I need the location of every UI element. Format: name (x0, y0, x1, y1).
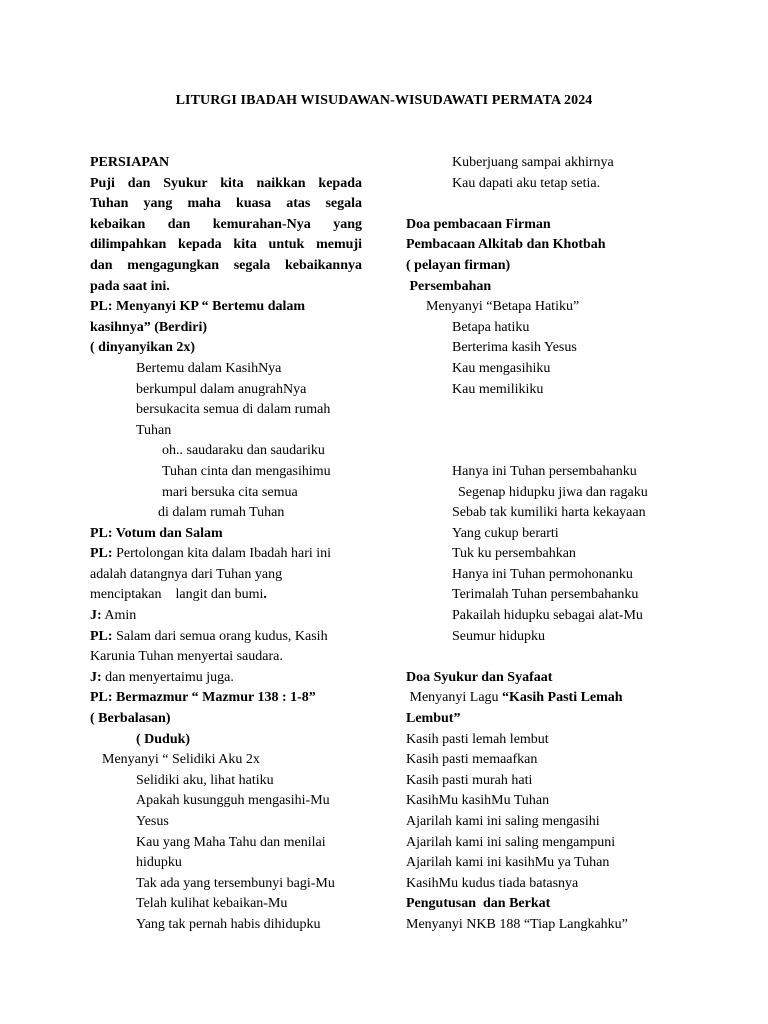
song-lyric-line: Berterima kasih Yesus (452, 340, 577, 356)
song-lyric-line: berkumpul dalam anugrahNya (136, 381, 307, 397)
song-lyric-line: Kau memilikiku (452, 381, 544, 397)
section-heading-votum: PL: Votum dan Salam (90, 525, 223, 541)
song-lyric-line: Kasih pasti memaafkan (406, 752, 538, 768)
spacer (406, 400, 696, 441)
song-chorus-line: oh.. saudaraku dan saudariku (162, 443, 325, 459)
song-lyric-line: Yang tak pernah habis dihidupku (136, 916, 321, 932)
section-heading-mazmur: PL: Bermazmur “ Mazmur 138 : 1-8” (90, 690, 316, 706)
song-chorus-line: di dalam rumah Tuhan (158, 505, 285, 521)
section-heading-persembahan: Persembahan (406, 278, 492, 294)
song-lyric-line: Betapa hatiku (452, 319, 530, 335)
liturgy-dialogue (90, 627, 362, 648)
song-lyric-line: Tuhan (136, 422, 172, 438)
song-lyric-line: Pakailah hidupku sebagai alat-Mu (452, 608, 643, 624)
song-lyric-line: Selidiki aku, lihat hatiku (136, 772, 274, 788)
right-column (406, 153, 696, 936)
liturgy-dialogue (90, 585, 362, 606)
song-title: Lembut” (406, 711, 461, 727)
dialogue-text: Pertolongan kita dalam Ibadah hari ini (112, 546, 332, 562)
song-title: “Kasih Pasti Lemah (502, 690, 623, 706)
dialogue-text: Amin (101, 608, 137, 624)
song-lyric-line: Kau dapati aku tetap setia. (452, 175, 601, 191)
speaker-label: PL: (90, 546, 113, 562)
song-lyric-line: Terimalah Tuhan persembahanku (452, 587, 639, 603)
song-lyric-line: Kau yang Maha Tahu dan menilai (136, 834, 326, 850)
song-lyric-line: Segenap hidupku jiwa dan ragaku (458, 484, 648, 500)
song-lyric-line: Seumur hidupku (452, 628, 545, 644)
liturgy-instruction: ( dinyanyikan 2x) (90, 340, 196, 356)
spacer (406, 441, 696, 462)
section-heading-pembacaan: Pembacaan Alkitab dan Khotbah (406, 237, 606, 253)
dialogue-text: Salam dari semua orang kudus, Kasih (112, 628, 328, 644)
liturgy-dialogue (90, 668, 362, 689)
dialogue-period: . (263, 587, 267, 603)
song-lyric-line: Tuk ku persembahkan (452, 546, 576, 562)
liturgy-dialogue: Karunia Tuhan menyertai saudara. (90, 649, 283, 665)
liturgy-instruction: ( pelayan firman) (406, 257, 511, 273)
song-lyric-line: Sebab tak kumiliki harta kekayaan (452, 505, 646, 521)
song-intro-text: Menyanyi Lagu (406, 690, 503, 706)
liturgy-instruction: ( Berbalasan) (90, 711, 171, 727)
opening-paragraph-line: pada saat ini. (90, 278, 170, 294)
song-lyric-line: Yesus (136, 814, 169, 829)
song-title-line: Menyanyi “Betapa Hatiku” (426, 299, 580, 315)
song-lyric-line: Kuberjuang sampai akhirnya (452, 155, 614, 170)
section-heading-doa-syukur: Doa Syukur dan Syafaat (406, 669, 553, 685)
song-title-line: Menyanyi “ Selidiki Aku 2x (102, 752, 260, 768)
song-lyric-line: KasihMu kudus tiada batasnya (406, 875, 579, 891)
song-lyric-line: Telah kulihat kebaikan-Mu (136, 896, 288, 912)
spacer (406, 647, 696, 668)
opening-paragraph-line: kebaikan dan kemurahan-Nya yang (90, 216, 362, 232)
song-lyric-line: Ajarilah kami ini saling mengampuni (406, 834, 616, 850)
dialogue-text: menciptakan langit dan bumi (90, 587, 264, 603)
song-lyric-line: bersukacita semua di dalam rumah (136, 402, 331, 418)
opening-paragraph-line: dan mengagungkan segala kebaikannya (90, 257, 362, 273)
spacer (406, 194, 696, 215)
liturgy-instruction: kasihnya” (Berdiri) (90, 319, 208, 335)
liturgy-dialogue (90, 606, 362, 627)
speaker-label: PL: (90, 628, 113, 644)
song-lyric-line: Kasih pasti murah hati (406, 772, 533, 788)
song-lyric-line: Bertemu dalam KasihNya (136, 360, 282, 376)
dialogue-text: dan menyertaimu juga. (101, 669, 234, 685)
section-heading-pengutusan: Pengutusan dan Berkat (406, 896, 551, 912)
song-lyric-line: Ajarilah kami ini kasihMu ya Tuhan (406, 855, 610, 871)
liturgy-dialogue: adalah datangnya dari Tuhan yang (90, 566, 283, 582)
song-lyric-line: Kau mengasihiku (452, 360, 551, 376)
song-chorus-line: Tuhan cinta dan mengasihimu (162, 463, 331, 479)
document-title: LITURGI IBADAH WISUDAWAN-WISUDAWATI PERMATA 2024 (175, 93, 593, 108)
opening-paragraph-line: dilimpahkan kepada kita untuk memuji (90, 237, 362, 253)
song-lyric-line: Kasih pasti lemah lembut (406, 731, 549, 747)
song-title-line (406, 688, 696, 709)
opening-paragraph-line: Tuhan yang maha kuasa atas segala (90, 196, 362, 212)
opening-paragraph-line: Puji dan Syukur kita naikkan kepada (90, 175, 362, 191)
song-lyric-line: Hanya ini Tuhan persembahanku (452, 463, 637, 479)
section-heading-persiapan: PERSIAPAN (90, 155, 170, 170)
song-lyric-line: Hanya ini Tuhan permohonanku (452, 566, 633, 582)
liturgy-instruction: ( Duduk) (136, 731, 191, 747)
song-chorus-line: mari bersuka cita semua (162, 484, 298, 500)
song-lyric-line: Yang cukup berarti (452, 525, 559, 541)
song-lyric-line: Apakah kusungguh mengasihi-Mu (136, 793, 330, 809)
liturgy-instruction: PL: Menyanyi KP “ Bertemu dalam (90, 299, 306, 315)
song-lyric-line: hidupku (136, 855, 182, 871)
song-lyric-line: KasihMu kasihMu Tuhan (406, 793, 550, 809)
speaker-label: J: (90, 669, 102, 685)
song-title-line: Menyanyi NKB 188 “Tiap Langkahku” (406, 916, 628, 932)
section-heading-doa-firman: Doa pembacaan Firman (406, 216, 551, 232)
liturgy-dialogue (90, 544, 362, 565)
song-lyric-line: Tak ada yang tersembunyi bagi-Mu (136, 875, 335, 891)
left-column (90, 153, 362, 936)
speaker-label: J: (90, 608, 102, 624)
song-lyric-line: Ajarilah kami ini saling mengasihi (406, 814, 600, 829)
